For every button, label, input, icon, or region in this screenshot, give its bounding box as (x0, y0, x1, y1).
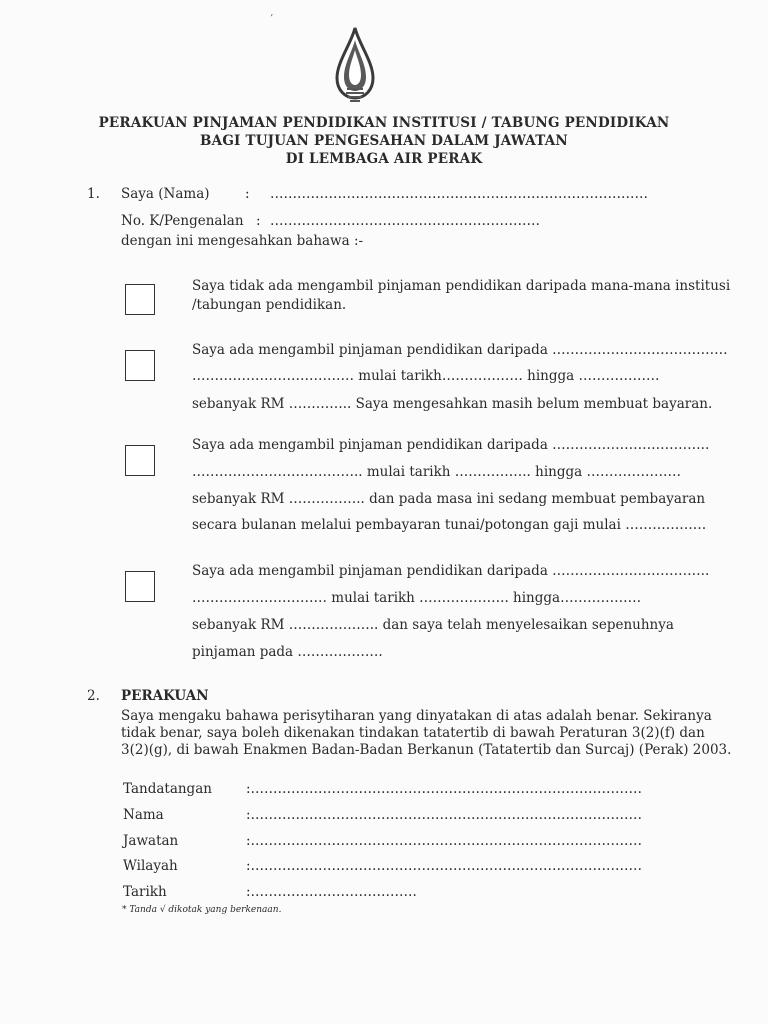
signature-label: Tandatangan (123, 781, 212, 797)
section-2-number: 2. (87, 688, 100, 704)
title-line-1: PERAKUAN PINJAMAN PENDIDIKAN INSTITUSI / TABUNG PENDIDIKAN (98, 115, 670, 131)
footnote: * Tanda √ dikotak yang berkenaan. (122, 905, 282, 915)
nama-field[interactable]: :…………………………………………………………………………… (246, 807, 643, 823)
jawatan-label: Jawatan (123, 833, 179, 849)
name-colon: : (245, 186, 250, 202)
declaration-line-3: 3(2)(g), di bawah Enakmen Badan-Badan Berkanun (Tatatertib dan Surcaj) (Perak) 2003. (121, 742, 732, 758)
wilayah-field[interactable]: :…………………………………………………………………………… (246, 858, 643, 874)
option-3-checkbox[interactable] (125, 445, 155, 476)
declaration-line-2: tidak benar, saya boleh dikenakan tindakan tatatertib di bawah Peraturan 3(2)(f) dan (121, 725, 705, 741)
option-4-line-3: sebanyak RM ……………….. dan saya telah menyelesaikan sepenuhnya (192, 617, 674, 633)
section-2-heading: PERAKUAN (121, 688, 209, 704)
option-4-line-2: ………………………… mulai tarikh ……………….. hingga……………… (192, 590, 642, 606)
nama-label: Nama (123, 807, 164, 823)
option-4-line-4: pinjaman pada ………………. (192, 644, 383, 660)
name-label: Saya (Nama) (121, 186, 210, 202)
ic-field[interactable]: …………………………………………………… (270, 213, 540, 229)
ic-colon: : (256, 213, 261, 229)
option-3-line-3: sebanyak RM …………….. dan pada masa ini sedang membuat pembayaran (192, 491, 706, 507)
option-1-line-1: Saya tidak ada mengambil pinjaman pendidikan daripada mana-mana institusi (192, 278, 731, 294)
declaration-line-1: Saya mengaku bahawa perisytiharan yang dinyatakan di atas adalah benar. Sekiranya (121, 708, 712, 724)
tarikh-field[interactable]: :………………………………. (246, 884, 417, 900)
option-1-checkbox[interactable] (125, 284, 155, 315)
option-3-line-4: secara bulanan melalui pembayaran tunai/potongan gaji mulai ……………… (192, 517, 707, 533)
wilayah-label: Wilayah (123, 858, 178, 874)
option-4-checkbox[interactable] (125, 571, 155, 602)
ic-label: No. K/Pengenalan (121, 213, 244, 229)
option-3-line-2: ……………………………….. mulai tarikh …………….. hingga ………………… (192, 464, 681, 480)
option-2-line-1: Saya ada mengambil pinjaman pendidikan daripada ………………………………… (192, 342, 728, 358)
signature-field[interactable]: :…………………………………………………………………………… (246, 781, 643, 797)
option-1-line-2: /tabungan pendidikan. (192, 297, 347, 313)
option-3-line-1: Saya ada mengambil pinjaman pendidikan daripada …………………………….. (192, 437, 710, 453)
option-2-line-3: sebanyak RM ………….. Saya mengesahkan masih belum membuat bayaran. (192, 396, 713, 412)
tarikh-label: Tarikh (123, 884, 167, 900)
confirm-text: dengan ini mengesahkan bahawa :- (121, 233, 364, 249)
water-drop-logo (333, 26, 377, 106)
option-2-line-2: ……………………………… mulai tarikh……………… hingga ……………… (192, 368, 660, 384)
option-4-line-1: Saya ada mengambil pinjaman pendidikan daripada …………………………….. (192, 563, 710, 579)
option-2-checkbox[interactable] (125, 350, 155, 381)
jawatan-field[interactable]: :…………………………………………………………………………… (246, 833, 643, 849)
title-line-2: BAGI TUJUAN PENGESAHAN DALAM JAWATAN (200, 133, 568, 149)
name-field[interactable]: ………………………………………………………………………… (270, 186, 648, 202)
section-1-number: 1. (87, 186, 100, 202)
title-line-3: DI LEMBAGA AIR PERAK (285, 151, 483, 167)
stray-mark: ʼ (270, 14, 273, 24)
